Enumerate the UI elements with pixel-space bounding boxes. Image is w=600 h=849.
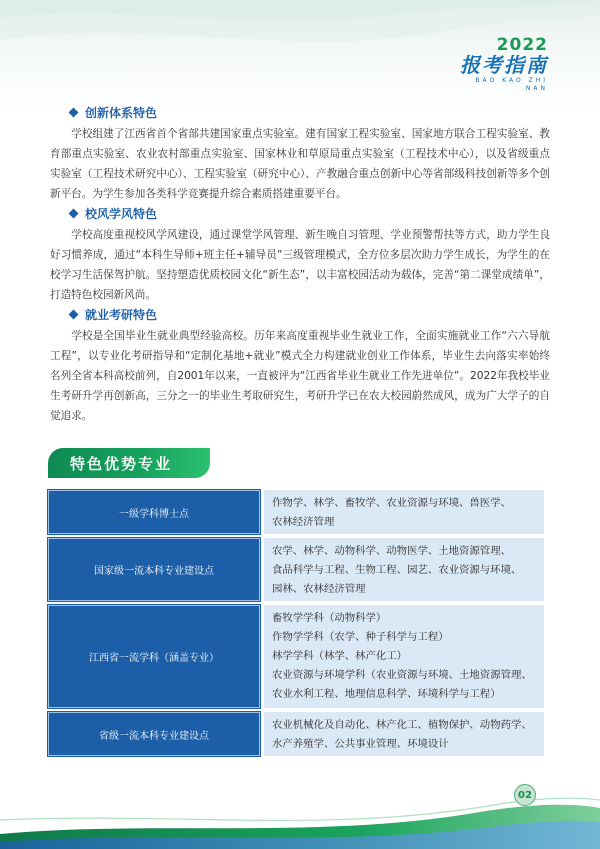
- brand-title: 报考指南: [460, 53, 548, 77]
- section-heading-text: 校风学风特色: [85, 206, 158, 221]
- banner-title: 特色优势专业: [70, 455, 173, 473]
- section-heading: [70, 104, 550, 120]
- majors-table: [48, 490, 544, 760]
- section-heading: [70, 306, 550, 322]
- row-label: 一级学科博士点: [48, 490, 260, 534]
- table-row: [48, 538, 544, 601]
- footer-wave-decoration: [0, 790, 600, 849]
- row-line: 农业机械化及自动化、林产化工、植物保护、动物药学、: [272, 719, 532, 731]
- row-content: [264, 712, 544, 756]
- row-content: [264, 538, 544, 601]
- section-style: [50, 205, 550, 305]
- row-label: 省级一流本科专业建设点: [48, 712, 260, 756]
- row-content: [264, 605, 544, 708]
- diamond-bullet-icon: [69, 309, 79, 319]
- page-number: 02: [514, 784, 536, 806]
- row-line: 作物学学科（农学、种子科学与工程）: [272, 631, 449, 643]
- section-heading-text: 就业考研特色: [85, 307, 158, 322]
- row-line: 林学学科（林学、林产化工）: [272, 650, 408, 662]
- row-line: 农业资源与环境学科（农业资源与环境、土地资源管理、: [272, 669, 532, 681]
- row-content: [264, 490, 544, 534]
- table-row: [48, 490, 544, 534]
- section-heading-text: 创新体系特色: [85, 105, 158, 120]
- section-body: 学校高度重视校风学风建设，通过课堂学风管理、新生晚自习管理、学业预警帮扶等方式，助力学生良好习惯养成，通过“本科生导师+班主任+辅导员”三级管理模式，全方位多层次助力学生成长，为学生的在校学习生活保驾护航。坚持塑造优质校园文化“新生态”，以丰富校园活动为载体，完善“第二课堂成绩单”，打造特色校园新风尚。: [50, 229, 550, 301]
- section-body: 学校是全国毕业生就业典型经验高校。历年来高度重视毕业生就业工作，全面实施就业工作“六六导航工程”，以专业化考研指导和“定制化基地+就业”模式全力构建就业创业工作体系，毕业生去向落实率始终名列全省本科高校前列，自2001年以来，一直被评为“江西省毕业生就业工作先进单位”。2022年我校毕业生考研升学再创新高，三分之一的毕业生考取研究生，考研升学已在农大校园蔚然成风，成为广大学子的自觉追求。: [50, 330, 550, 422]
- table-row: [48, 605, 544, 708]
- row-line: 水产养殖学、公共事业管理、环境设计: [272, 738, 449, 750]
- brand-logo: [456, 36, 548, 93]
- section-body: 学校组建了江西省首个省部共建国家重点实验室。建有国家工程实验室、国家地方联合工程实验室、教育部重点实验室、农业农村部重点实验室、国家林业和草原局重点实验室（工程技术中心），以及省级重点实验室（工程技术研究中心）、工程实验室（研究中心）、产教融合重点创新中心等省部级科技创新等多个创新平台。为学生参加各类科学竞赛提升综合素质搭建重要平台。: [50, 128, 550, 200]
- row-line: 食品科学与工程、生物工程、园艺、农业资源与环境、: [272, 564, 522, 576]
- row-line: 农林经济管理: [272, 516, 335, 528]
- row-line: 畜牧学学科（动物科学）: [272, 612, 387, 624]
- section-heading: [70, 205, 550, 221]
- diamond-bullet-icon: [69, 107, 79, 117]
- row-line: 农学、林学、动物科学、动物医学、土地资源管理、: [272, 545, 511, 557]
- feature-majors-banner: [48, 448, 210, 478]
- brand-pinyin: BAO KAO ZHI NAN: [475, 77, 548, 92]
- row-line: 园林、农林经济管理: [272, 583, 366, 595]
- row-label: 江西省一流学科（涵盖专业）: [48, 605, 260, 708]
- section-innovation: [50, 104, 550, 204]
- row-label: 国家级一流本科专业建设点: [48, 538, 260, 601]
- row-line: 作物学、林学、畜牧学、农业资源与环境、兽医学、: [272, 497, 511, 509]
- row-line: 农业水利工程、地理信息科学、环境科学与工程）: [272, 688, 501, 700]
- brand-year: 2022: [496, 35, 548, 55]
- section-employment: [50, 306, 550, 426]
- diamond-bullet-icon: [69, 208, 79, 218]
- table-row: [48, 712, 544, 756]
